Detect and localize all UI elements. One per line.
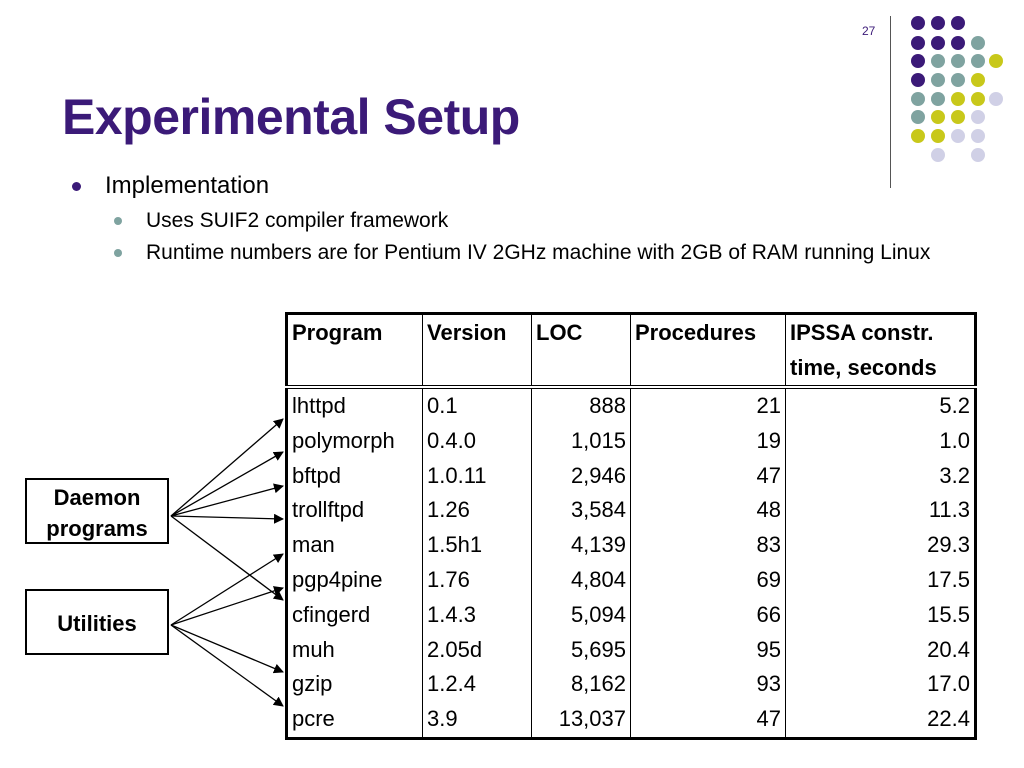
- cell-program: man: [287, 528, 423, 563]
- cell-ipssa-time: 20.4: [786, 633, 976, 668]
- cell-loc: 1,015: [532, 424, 631, 459]
- header-program: Program: [287, 314, 423, 388]
- cell-procedures: 95: [631, 633, 786, 668]
- cell-loc: 5,094: [532, 598, 631, 633]
- cell-procedures: 66: [631, 598, 786, 633]
- cell-ipssa-time: 17.0: [786, 667, 976, 702]
- cell-procedures: 19: [631, 424, 786, 459]
- cell-program: trollftpd: [287, 493, 423, 528]
- header-loc: LOC: [532, 314, 631, 388]
- cell-ipssa-time: 17.5: [786, 563, 976, 598]
- cell-ipssa-time: 29.3: [786, 528, 976, 563]
- cell-loc: 13,037: [532, 702, 631, 738]
- cell-version: 2.05d: [423, 633, 532, 668]
- cell-program: bftpd: [287, 459, 423, 494]
- cell-program: pgp4pine: [287, 563, 423, 598]
- cell-loc: 5,695: [532, 633, 631, 668]
- cell-procedures: 93: [631, 667, 786, 702]
- cell-program: pcre: [287, 702, 423, 738]
- bullet-suif2: Uses SUIF2 compiler framework: [114, 208, 952, 234]
- cell-ipssa-time: 22.4: [786, 702, 976, 738]
- daemon-programs-box: Daemon programs: [25, 478, 169, 544]
- cell-version: 1.0.11: [423, 459, 532, 494]
- cell-procedures: 47: [631, 459, 786, 494]
- cell-procedures: 48: [631, 493, 786, 528]
- cell-procedures: 69: [631, 563, 786, 598]
- cell-procedures: 83: [631, 528, 786, 563]
- slide-title: Experimental Setup: [62, 89, 520, 145]
- cell-ipssa-time: 15.5: [786, 598, 976, 633]
- header-procedures: Procedures: [631, 314, 786, 388]
- header-ipssa-time-label: IPSSA constr. time, seconds: [790, 320, 937, 380]
- cell-loc: 4,139: [532, 528, 631, 563]
- cell-version: 1.2.4: [423, 667, 532, 702]
- cell-loc: 4,804: [532, 563, 631, 598]
- cell-loc: 3,584: [532, 493, 631, 528]
- utilities-box: Utilities: [25, 589, 169, 655]
- cell-ipssa-time: 1.0: [786, 424, 976, 459]
- cell-version: 1.26: [423, 493, 532, 528]
- header-version: Version: [423, 314, 532, 388]
- bullet-runtime: Runtime numbers are for Pentium IV 2GHz machine with 2GB of RAM running Linux: [114, 240, 952, 266]
- cell-ipssa-time: 11.3: [786, 493, 976, 528]
- cell-version: 0.1: [423, 387, 532, 424]
- cell-loc: 2,946: [532, 459, 631, 494]
- slide-number: 27: [862, 24, 876, 38]
- cell-procedures: 47: [631, 702, 786, 738]
- cell-version: 0.4.0: [423, 424, 532, 459]
- cell-ipssa-time: 3.2: [786, 459, 976, 494]
- cell-program: gzip: [287, 667, 423, 702]
- cell-program: polymorph: [287, 424, 423, 459]
- cell-version: 3.9: [423, 702, 532, 738]
- bullet-implementation: Implementation: [72, 170, 952, 202]
- cell-version: 1.5h1: [423, 528, 532, 563]
- cell-program: muh: [287, 633, 423, 668]
- cell-procedures: 21: [631, 387, 786, 424]
- cell-version: 1.76: [423, 563, 532, 598]
- cell-program: lhttpd: [287, 387, 423, 424]
- cell-program: cfingerd: [287, 598, 423, 633]
- cell-loc: 8,162: [532, 667, 631, 702]
- cell-loc: 888: [532, 387, 631, 424]
- cell-version: 1.4.3: [423, 598, 532, 633]
- cell-ipssa-time: 5.2: [786, 387, 976, 424]
